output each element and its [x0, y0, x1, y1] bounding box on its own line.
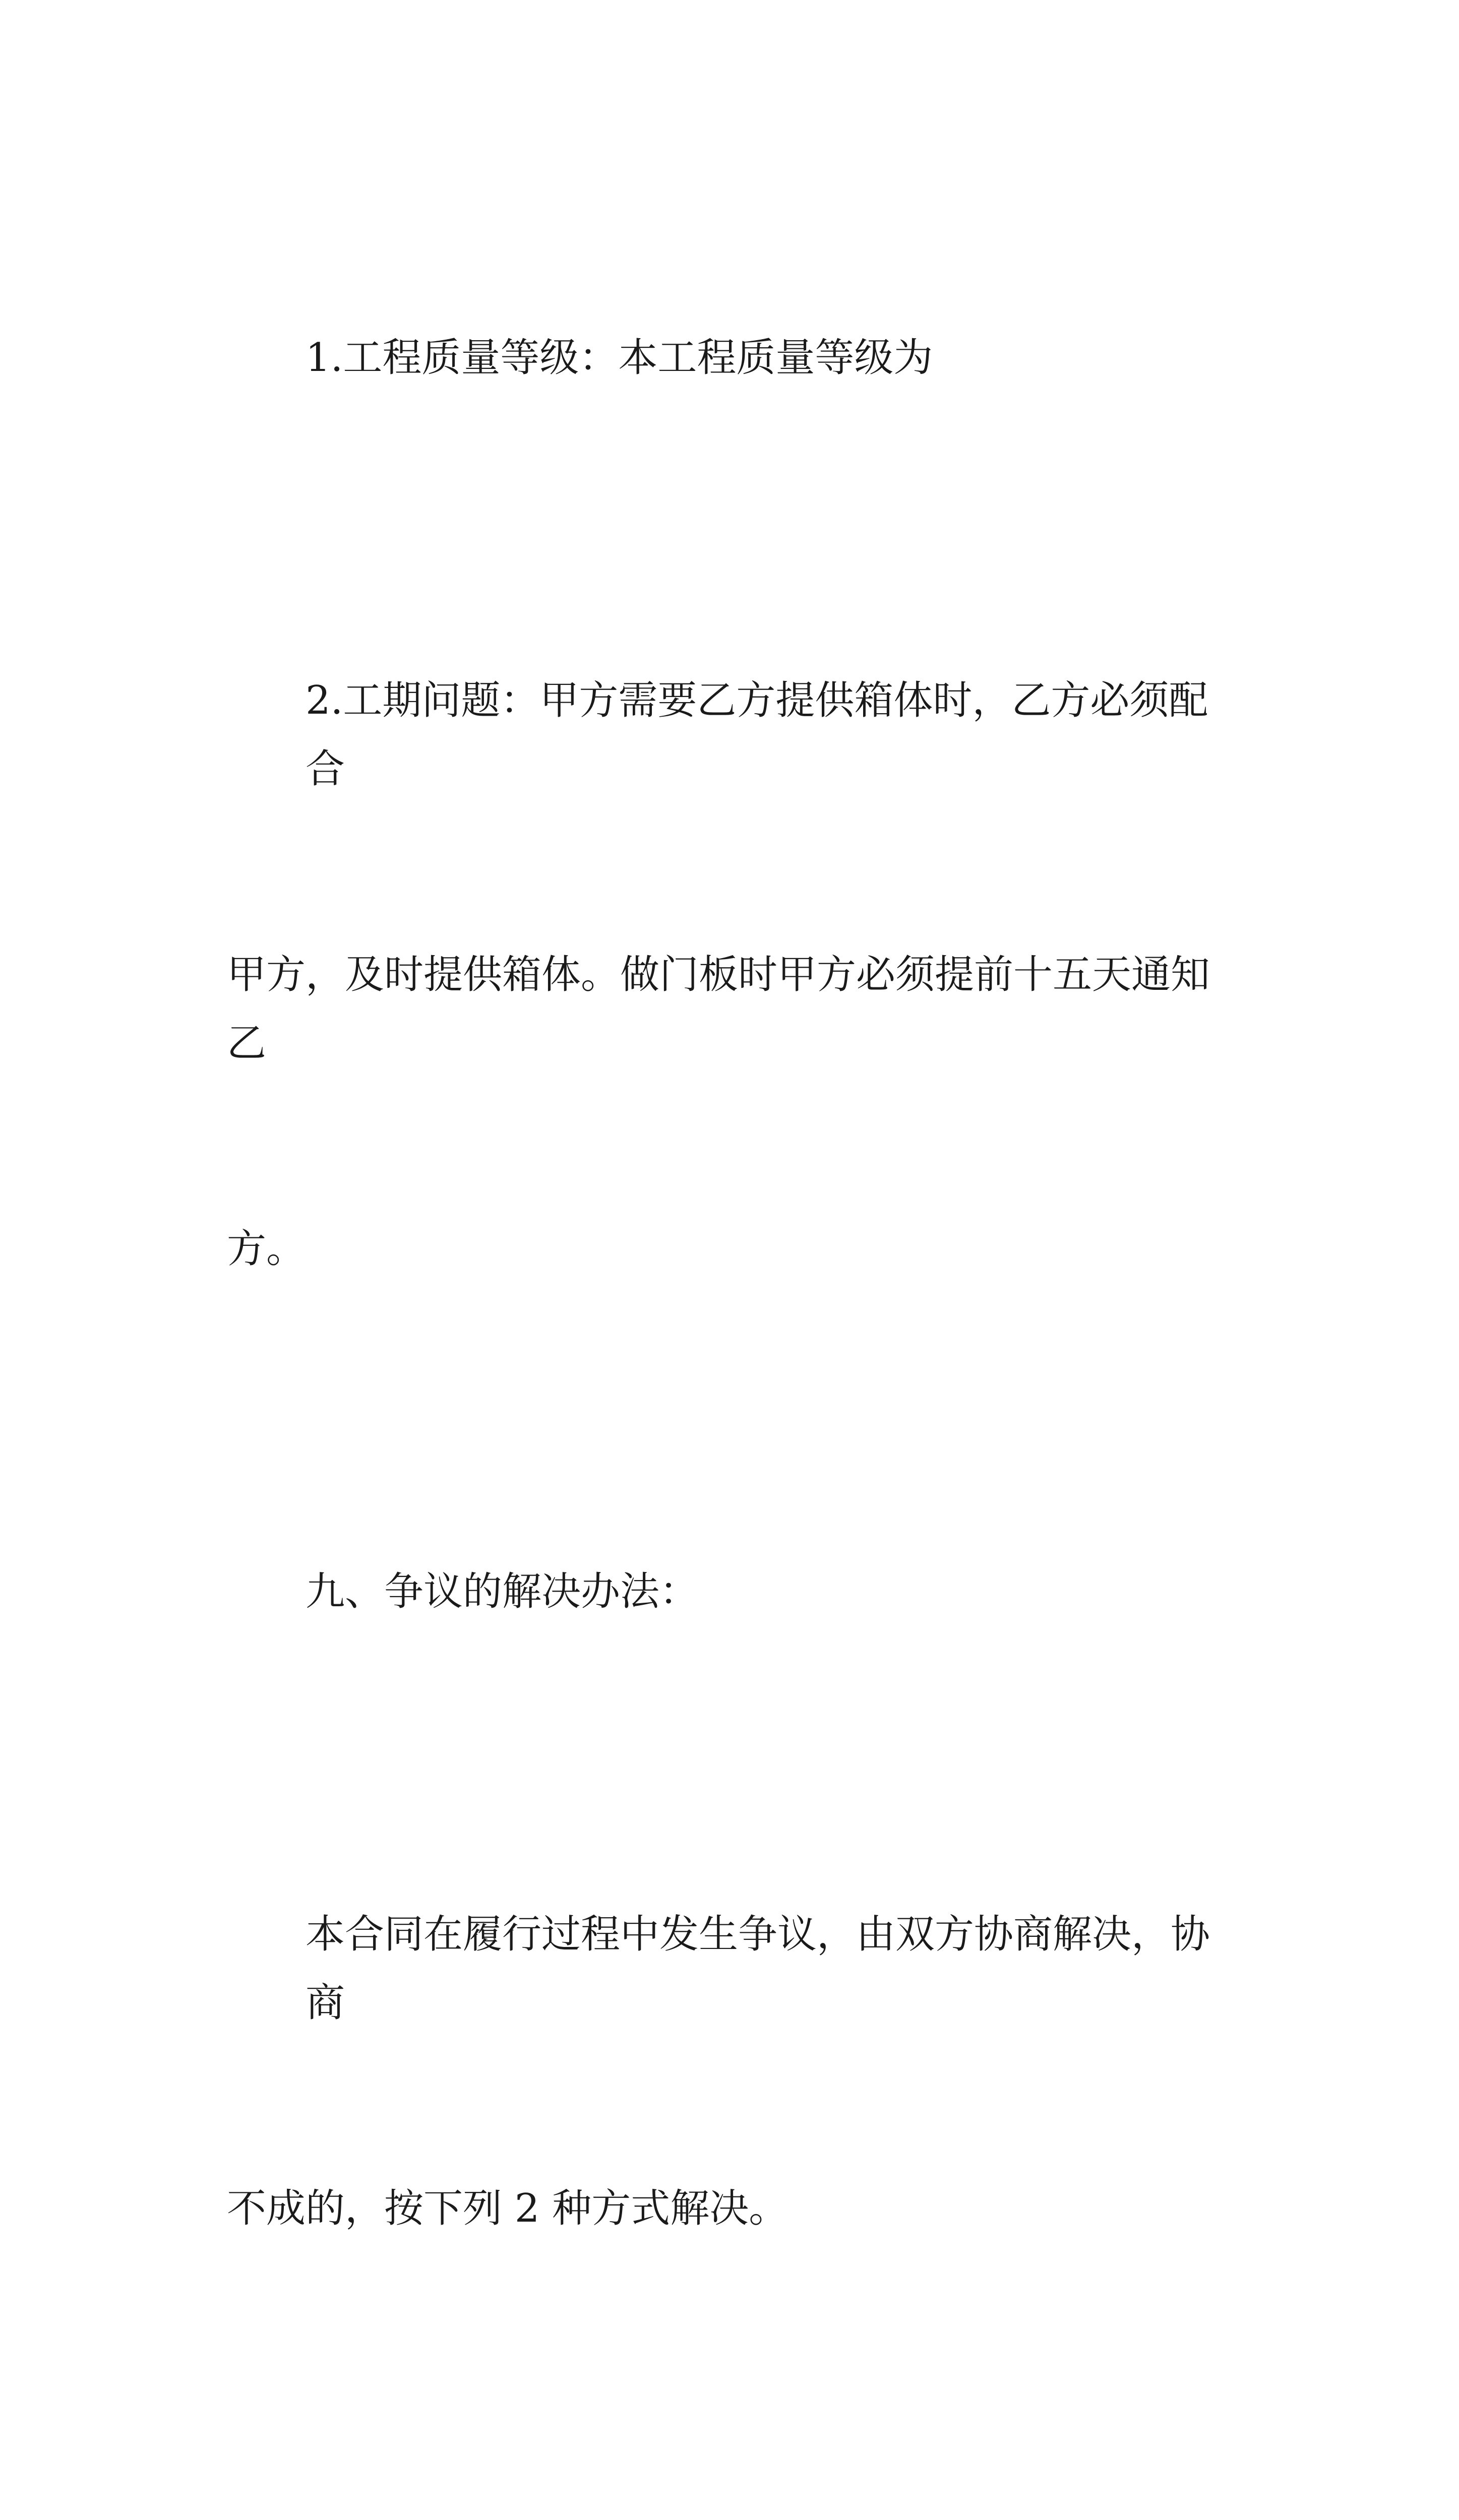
paragraph-quality-grade	[227, 186, 1240, 529]
section-heading-dispute	[227, 1420, 1240, 1763]
text-line	[227, 2517, 1240, 2520]
text-line: 不成的，按下列 2 种方式解决。	[227, 2186, 788, 2231]
text-line: 本合同在履行过程中发生争议，由双方协商解决，协商	[306, 1912, 1210, 2026]
text-line: 2.工期问题：甲方需要乙方提供箱体时，乙方必须配合	[306, 678, 1208, 792]
list-item-arbitration	[227, 2380, 1240, 2520]
document-page	[227, 186, 1240, 2520]
text-line: 九、争议的解决办法：	[306, 1569, 699, 1614]
text-line: 1.工程质量等级：本工程质量等级为	[306, 335, 933, 381]
text-line: 方。	[227, 1226, 306, 1272]
paragraph-schedule	[227, 529, 1240, 1420]
paragraph-dispute-resolution	[227, 1763, 1240, 2380]
text-line: 甲方，及时提供箱体。做门板时甲方必须提前十五天通知乙	[227, 952, 1210, 1066]
